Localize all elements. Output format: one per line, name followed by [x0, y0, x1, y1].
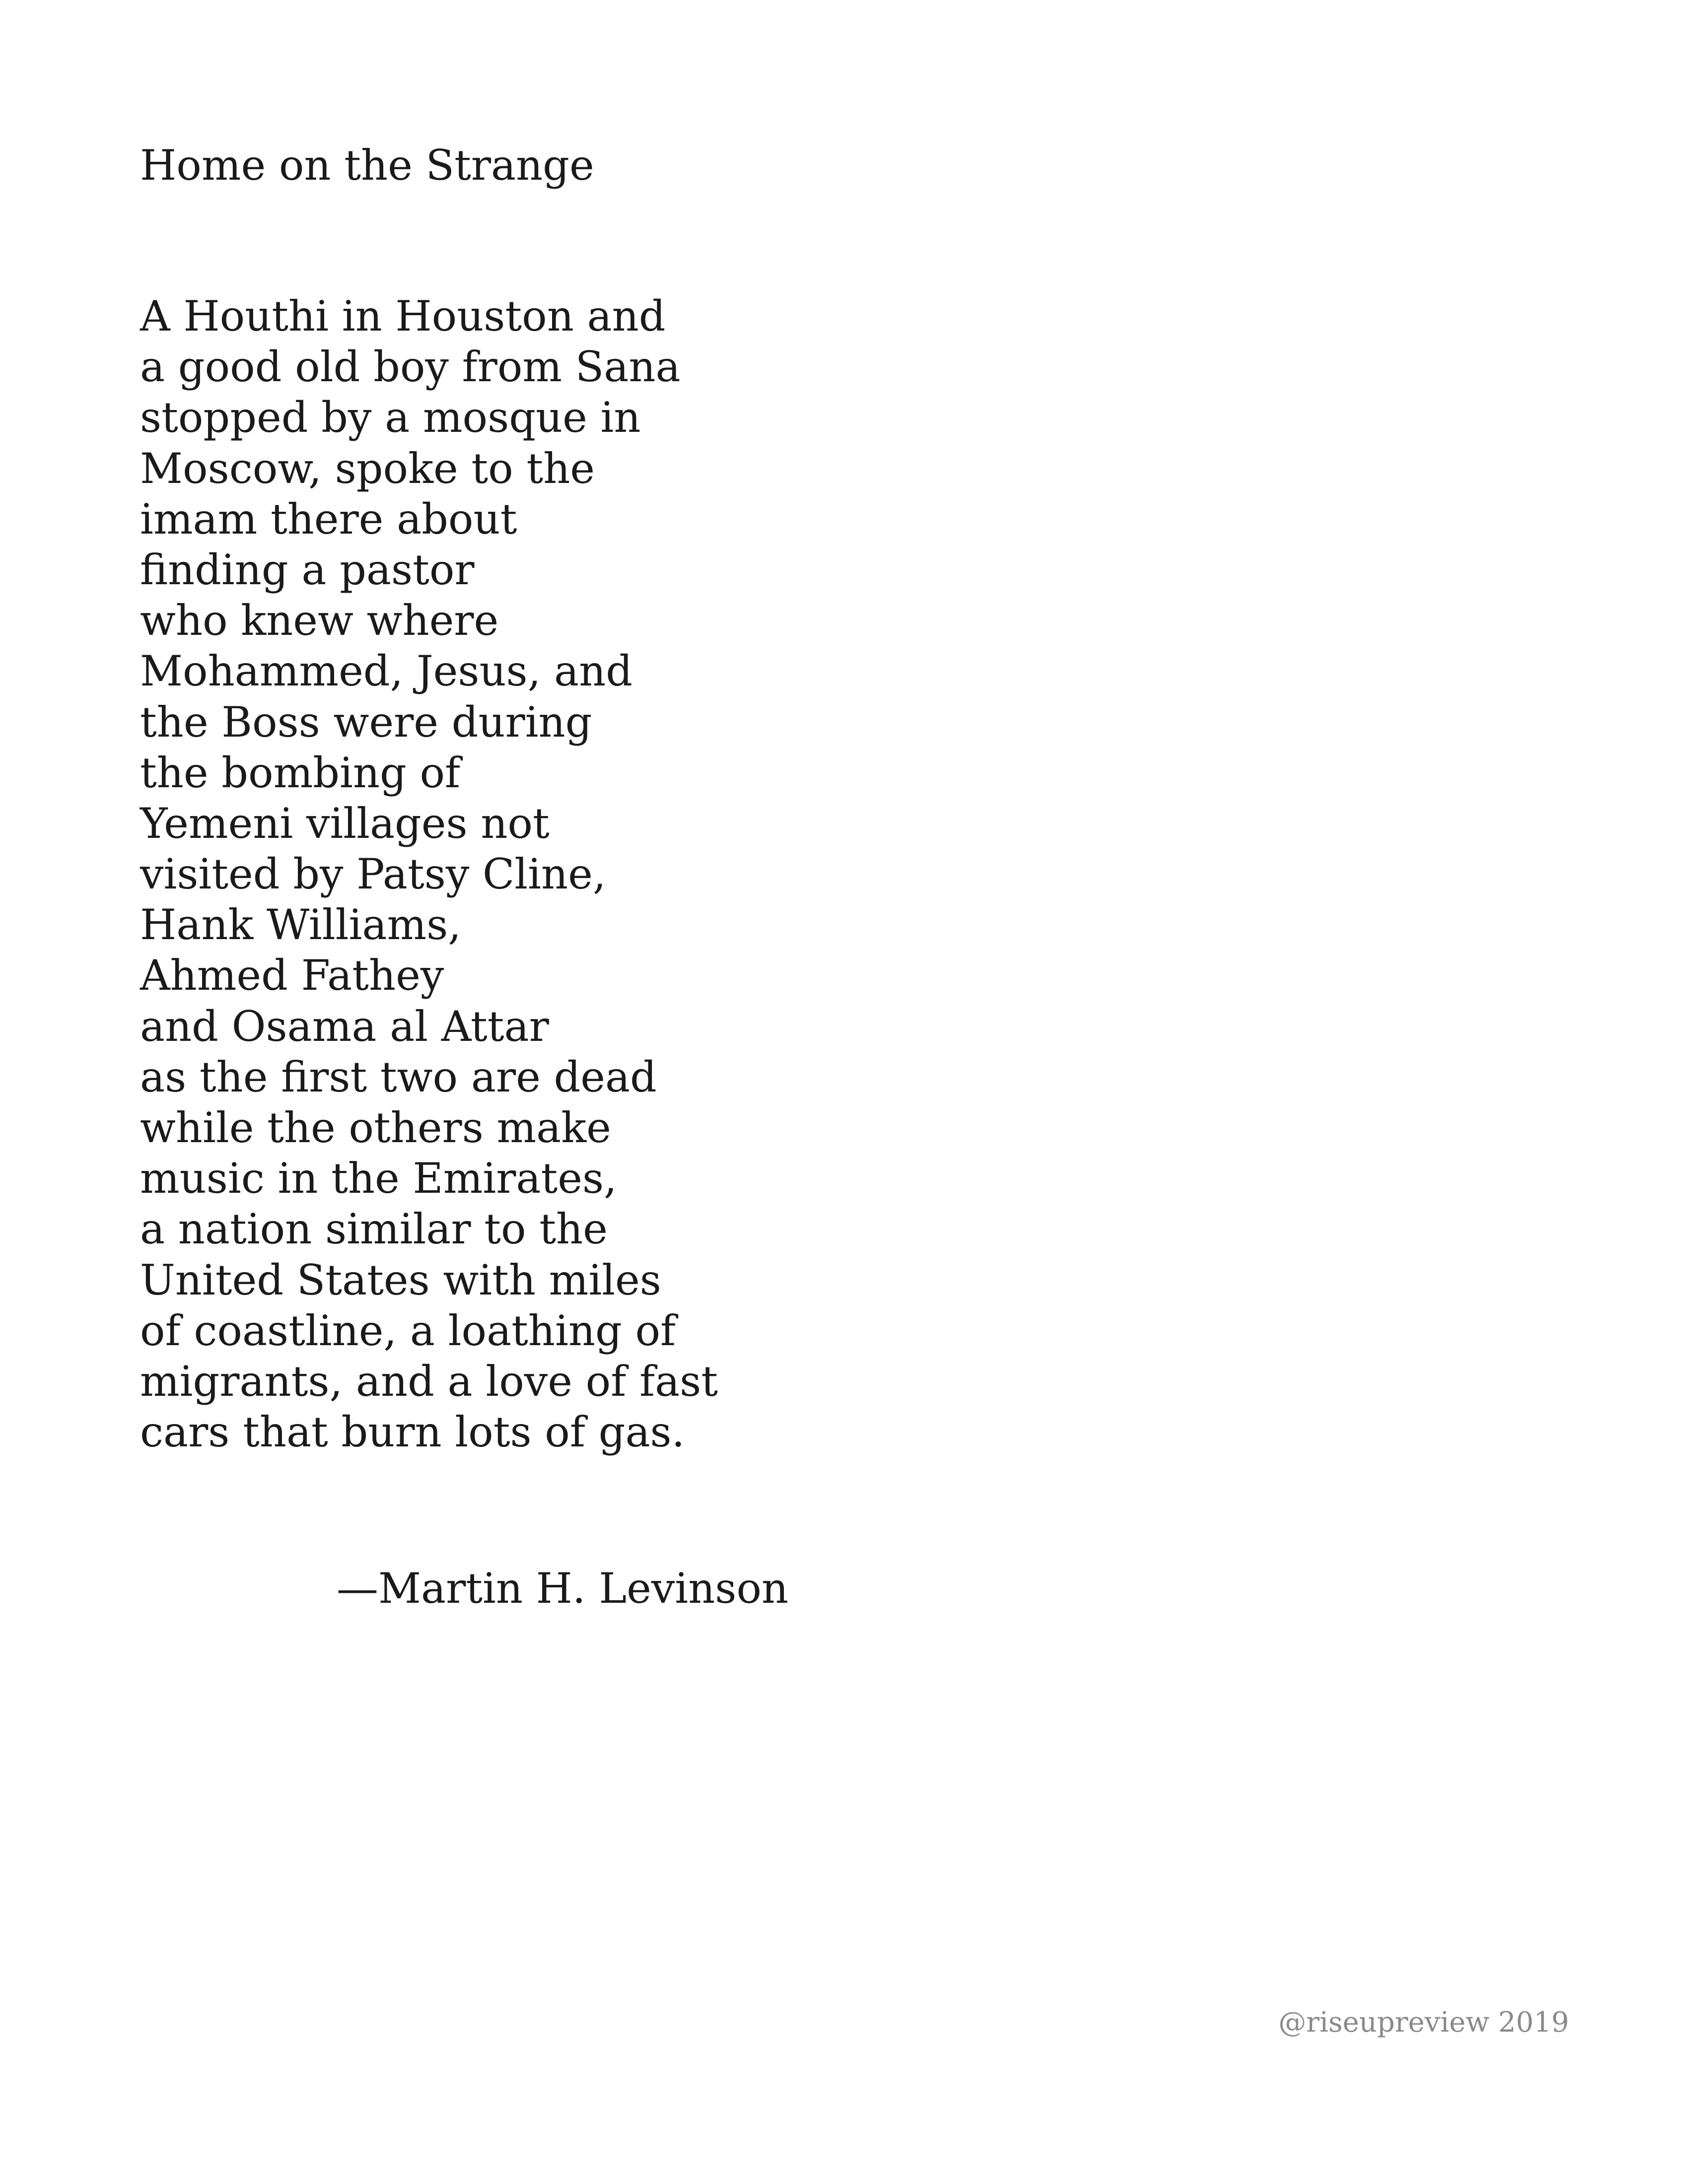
poem-line: finding a pastor	[140, 545, 475, 594]
poem-line: while the others make	[140, 1103, 611, 1152]
poem-line: Yemeni villages not	[140, 799, 550, 848]
poem-title: Home on the Strange	[140, 141, 594, 190]
poem-line: Moscow, spoke to the	[140, 444, 595, 493]
poem-line: migrants, and a love of fast	[140, 1357, 718, 1406]
poem-line: visited by Patsy Cline,	[140, 850, 606, 899]
publication-credit: @riseupreview 2019	[1278, 2006, 1569, 2039]
poem-line: imam there about	[140, 494, 517, 544]
poem-line: Hank Williams,	[140, 900, 461, 950]
poem-line: a good old boy from Sana	[140, 342, 681, 392]
poem-line: Mohammed, Jesus, and	[140, 647, 633, 696]
poem-line: cars that burn lots of gas.	[140, 1408, 685, 1457]
poem-line: A Houthi in Houston and	[140, 292, 666, 341]
author-signature: —Martin H. Levinson	[337, 1564, 789, 1613]
poem-line: the bombing of	[140, 748, 461, 797]
poem-line: a nation similar to the	[140, 1205, 608, 1254]
poem-line: of coastline, a loathing of	[140, 1306, 676, 1355]
poem-line: stopped by a mosque in	[140, 393, 641, 442]
poem-line: as the first two are dead	[140, 1052, 657, 1101]
poem-line: who knew where	[140, 596, 499, 645]
poem-line: the Boss were during	[140, 697, 592, 747]
poem-line: music in the Emirates,	[140, 1154, 617, 1203]
poem-line: and Osama al Attar	[140, 1002, 549, 1051]
poem-body	[140, 291, 718, 1457]
poem-line: United States with miles	[140, 1255, 661, 1304]
poem-line: Ahmed Fathey	[140, 951, 444, 1000]
